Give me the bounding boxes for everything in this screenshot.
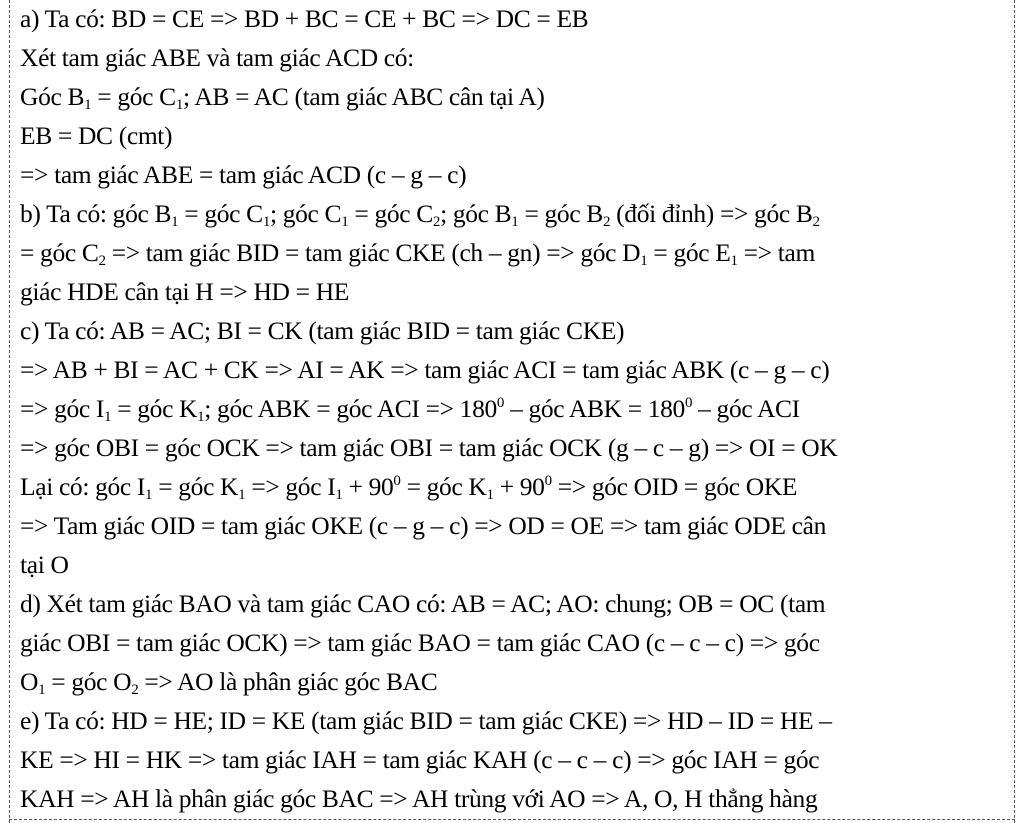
subscript: 1 bbox=[145, 487, 153, 503]
text-line bbox=[20, 194, 1010, 233]
subscript: 1 bbox=[730, 253, 738, 269]
text-run: ; AB = AC (tam giác ABC cân tại A) bbox=[182, 82, 545, 111]
text-line bbox=[20, 662, 1010, 701]
text-run: => góc OID = góc OKE bbox=[551, 472, 798, 501]
text-run: O bbox=[20, 667, 39, 696]
text-run: + 90 bbox=[493, 472, 545, 501]
text-run: Lại có: góc I bbox=[20, 472, 146, 501]
text-line bbox=[20, 701, 1010, 740]
text-line bbox=[20, 506, 1010, 545]
text-line bbox=[20, 0, 1010, 38]
text-line bbox=[20, 740, 1010, 779]
subscript: 2 bbox=[812, 214, 820, 230]
text-line bbox=[20, 545, 1010, 584]
text-run: e) Ta có: HD = HE; ID = KE (tam giác BID = tam giác CKE) => HD – ID = HE – bbox=[20, 706, 832, 735]
text-run: Xét tam giác ABE và tam giác ACD có: bbox=[20, 43, 414, 72]
text-run: => Tam giác OID = tam giác OKE (c – g – c) => OD = OE => tam giác ODE cân bbox=[20, 511, 826, 540]
text-run: => tam giác ABE = tam giác ACD (c – g – c) bbox=[20, 160, 467, 189]
text-run: – góc ACI bbox=[692, 394, 800, 423]
subscript: 1 bbox=[341, 214, 349, 230]
text-run: = góc K bbox=[111, 394, 198, 423]
text-line bbox=[20, 467, 1010, 506]
text-run: = góc O bbox=[45, 667, 132, 696]
superscript: 0 bbox=[393, 473, 401, 489]
text-run: => góc I bbox=[20, 394, 105, 423]
dashed-border-left bbox=[9, 0, 10, 823]
text-line bbox=[20, 311, 1010, 350]
text-run: = góc K bbox=[152, 472, 239, 501]
text-run: + 90 bbox=[342, 472, 394, 501]
subscript: 2 bbox=[432, 214, 441, 230]
subscript: 1 bbox=[640, 253, 648, 269]
superscript: 0 bbox=[684, 395, 693, 411]
text-run: a) Ta có: BD = CE => BD + BC = CE + BC => DC = EB bbox=[20, 4, 589, 33]
subscript: 1 bbox=[104, 409, 112, 425]
text-line bbox=[20, 77, 1010, 116]
subscript: 2 bbox=[131, 682, 139, 698]
text-line bbox=[20, 155, 1010, 194]
text-run: = góc B bbox=[518, 199, 603, 228]
text-run: => góc I bbox=[245, 472, 336, 501]
text-run: – góc ABK = 180 bbox=[504, 394, 685, 423]
subscript: 1 bbox=[262, 214, 270, 230]
subscript: 1 bbox=[486, 487, 494, 503]
text-line bbox=[20, 38, 1010, 77]
subscript: 2 bbox=[602, 214, 611, 230]
subscript: 1 bbox=[84, 97, 92, 113]
text-run: giác HDE cân tại H => HD = HE bbox=[20, 277, 349, 306]
text-run: ; góc ABK = góc ACI => 180 bbox=[204, 394, 497, 423]
text-line bbox=[20, 584, 1010, 623]
text-line bbox=[20, 623, 1010, 662]
text-run: => AB + BI = AC + CK => AI = AK => tam giác ACI = tam giác ABK (c – g – c) bbox=[20, 355, 830, 384]
text-run: KAH => AH là phân giác góc BAC => AH trùng với AO => A, O, H thẳng hàng bbox=[20, 784, 818, 813]
text-run: b) Ta có: góc B bbox=[20, 199, 172, 228]
subscript: 1 bbox=[175, 97, 183, 113]
text-run: = góc E bbox=[647, 238, 731, 267]
dashed-border-right bbox=[1014, 0, 1015, 823]
text-line bbox=[20, 389, 1010, 428]
text-line bbox=[20, 272, 1010, 311]
subscript: 1 bbox=[38, 682, 46, 698]
subscript: 1 bbox=[511, 214, 519, 230]
text-line bbox=[20, 428, 1010, 467]
text-line bbox=[20, 350, 1010, 389]
text-run: giác OBI = tam giác OCK) => tam giác BAO = tam giác CAO (c – c – c) => góc bbox=[20, 628, 820, 657]
text-run: = góc C bbox=[178, 199, 263, 228]
text-run: = góc C bbox=[91, 82, 176, 111]
text-run: ; góc C bbox=[269, 199, 342, 228]
text-run: = góc C bbox=[348, 199, 433, 228]
superscript: 0 bbox=[544, 473, 552, 489]
text-line bbox=[20, 233, 1010, 272]
dashed-border-bottom bbox=[9, 819, 1015, 820]
text-run: = góc K bbox=[400, 472, 487, 501]
text-run: => tam giác BID = tam giác CKE (ch – gn) => góc D bbox=[105, 238, 641, 267]
text-run: EB = DC (cmt) bbox=[20, 121, 173, 150]
text-run: => tam bbox=[737, 238, 815, 267]
text-run: Góc B bbox=[20, 82, 85, 111]
subscript: 2 bbox=[98, 253, 106, 269]
text-line bbox=[20, 116, 1010, 155]
text-run: => AO là phân giác góc BAC bbox=[138, 667, 438, 696]
subscript: 1 bbox=[197, 409, 205, 425]
text-run: (đối đỉnh) => góc B bbox=[610, 199, 813, 228]
text-run: d) Xét tam giác BAO và tam giác CAO có: AB = AC; AO: chung; OB = OC (tam bbox=[20, 589, 826, 618]
text-run: => góc OBI = góc OCK => tam giác OBI = tam giác OCK (g – c – g) => OI = OK bbox=[20, 433, 838, 462]
text-run: tại O bbox=[20, 550, 69, 579]
subscript: 1 bbox=[171, 214, 179, 230]
subscript: 1 bbox=[335, 487, 343, 503]
solution-text bbox=[20, 0, 1010, 818]
text-run: KE => HI = HK => tam giác IAH = tam giác KAH (c – c – c) => góc IAH = góc bbox=[20, 745, 820, 774]
subscript: 1 bbox=[238, 487, 246, 503]
text-run: = góc C bbox=[20, 238, 99, 267]
text-line bbox=[20, 779, 1010, 818]
text-run: ; góc B bbox=[440, 199, 512, 228]
text-run: c) Ta có: AB = AC; BI = CK (tam giác BID = tam giác CKE) bbox=[20, 316, 625, 345]
superscript: 0 bbox=[496, 395, 505, 411]
